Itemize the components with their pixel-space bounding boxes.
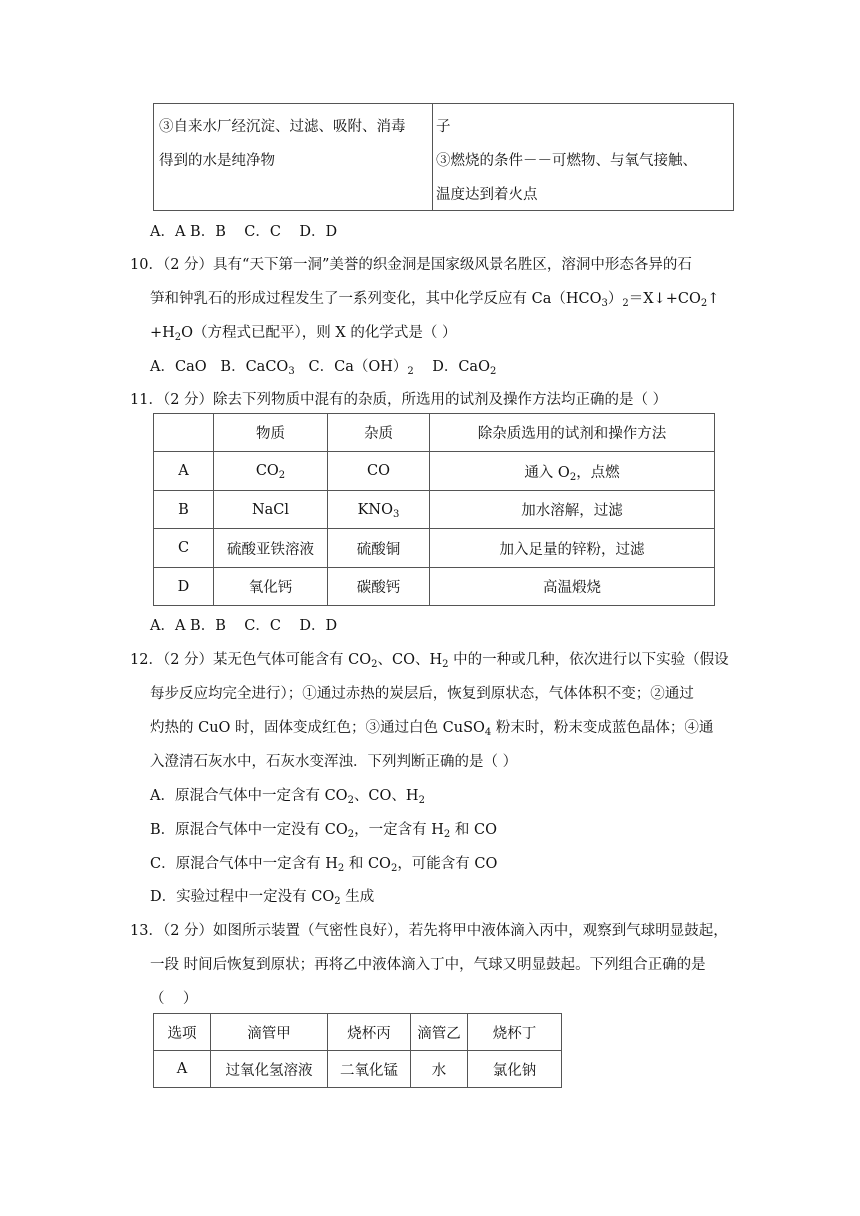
row-label: C <box>154 529 214 568</box>
q13-line-2: 一段 时间后恢复到原状；再将乙中液体滴入丁中，气球又明显鼓起。下列组合正确的是 <box>150 957 706 973</box>
row-label: A <box>154 452 214 491</box>
table-row <box>154 452 715 491</box>
row-option: A <box>154 1051 211 1088</box>
row-method: 加水溶解，过滤 <box>430 491 715 529</box>
q13-line-3: （ ） <box>150 991 198 1007</box>
q10-options: A．CaO B．CaCO$_3$ C．$Ca(OH)_2$ D．CaO$_2$ <box>150 359 497 377</box>
row-impurity: CO <box>328 452 430 491</box>
row-impurity: $KNO_3$ <box>328 491 430 529</box>
q13-header-beaker-d: 烧杯丁 <box>468 1014 562 1051</box>
top-right-line-1: 子 <box>436 119 451 135</box>
row-dropper-b: 水 <box>411 1051 468 1088</box>
top-table <box>153 103 734 211</box>
top-table-right-cell <box>433 104 734 211</box>
top-right-line-2: ③燃烧的条件－－可燃物、与氧气接触、 <box>436 153 697 169</box>
q13-header-option: 选项 <box>154 1014 211 1051</box>
top-table-left-cell <box>154 104 433 211</box>
row-substance: 氧化钙 <box>214 568 328 606</box>
q12-line-1: 12．（2 分）某无色气体可能含有 $CO_2$、CO、$H_2$ 中的一种或几种，依次进行以下实验（假设 <box>130 652 729 670</box>
q11-table <box>153 413 715 606</box>
row-substance: $CO_2$ <box>214 452 328 491</box>
q11-header-method: 除杂质选用的试剂和操作方法 <box>430 414 715 452</box>
row-beaker-c: 二氧化锰 <box>328 1051 411 1088</box>
q10-line-1: 10．（2 分）具有“天下第一洞”美誉的织金洞是国家级风景名胜区，溶洞中形态各异的石 <box>130 257 692 273</box>
q12-line-2: 每步反应均完全进行）；①通过赤热的炭层后，恢复到原状态，气体体积不变；②通过 <box>150 686 694 702</box>
q13-header-dropper-b: 滴管乙 <box>411 1014 468 1051</box>
q13-header-dropper-a: 滴管甲 <box>211 1014 328 1051</box>
q12-option-c: C．原混合气体中一定含有 $H_2$ 和 $CO_2$，可能含有 CO <box>150 856 498 874</box>
row-label: B <box>154 491 214 529</box>
row-impurity: 硫酸铜 <box>328 529 430 568</box>
q11-options: A．A B．B C．C D．D <box>150 618 338 634</box>
q11-header-row <box>154 414 715 452</box>
table-row <box>154 491 715 529</box>
row-beaker-d: 氯化钠 <box>468 1051 562 1088</box>
row-method: 加入足量的锌粉，过滤 <box>430 529 715 568</box>
row-substance: 硫酸亚铁溶液 <box>214 529 328 568</box>
q13-table <box>153 1013 562 1088</box>
row-label: D <box>154 568 214 606</box>
row-impurity: 碳酸钙 <box>328 568 430 606</box>
q12-option-a: A．原混合气体中一定含有 $CO_2$、CO、$H_2$ <box>150 788 425 806</box>
q9-options: A．A B．B C．C D．D <box>150 224 338 240</box>
q12-option-d: D．实验过程中一定没有 $CO_2$ 生成 <box>150 889 375 907</box>
row-method: 高温煅烧 <box>430 568 715 606</box>
q10-line-3: $+H_2O$（方程式已配平），则 X 的化学式是（ ） <box>150 325 457 343</box>
q11-header-impurity: 杂质 <box>328 414 430 452</box>
table-row <box>154 568 715 606</box>
q10-line-2: 笋和钟乳石的形成过程发生了一系列变化，其中化学反应有 $Ca(HCO_3)_2=X↓+CO_2↑$ <box>150 291 720 309</box>
q12-line-4: 入澄清石灰水中，石灰水变浑浊．下列判断正确的是（ ） <box>150 754 518 770</box>
row-substance: NaCl <box>214 491 328 529</box>
table-row <box>154 1051 562 1088</box>
table-row <box>154 529 715 568</box>
row-dropper-a: 过氧化氢溶液 <box>211 1051 328 1088</box>
q13-line-1: 13．（2 分）如图所示装置（气密性良好），若先将甲中液体滴入丙中，观察到气球明显鼓起， <box>130 923 728 939</box>
q12-option-b: B．原混合气体中一定没有 $CO_2$，一定含有 $H_2$ 和 CO <box>150 822 497 840</box>
q11-stem: 11．（2 分）除去下列物质中混有的杂质，所选用的试剂及操作方法均正确的是（ ） <box>130 392 668 408</box>
q11-header-substance: 物质 <box>214 414 328 452</box>
top-right-line-3: 温度达到着火点 <box>436 187 538 203</box>
q13-header-beaker-c: 烧杯丙 <box>328 1014 411 1051</box>
q12-line-3: 灼热的 CuO 时，固体变成红色；③通过白色 CuSO$_4$ 粉末时，粉末变成蓝色晶体；④通 <box>150 720 714 738</box>
top-left-line-1: ③自来水厂经沉淀、过滤、吸附、消毒 <box>159 119 406 135</box>
top-left-line-2: 得到的水是纯净物 <box>159 153 275 169</box>
row-method: 通入 $O_2$，点燃 <box>430 452 715 491</box>
q11-header-blank <box>154 414 214 452</box>
q13-header-row <box>154 1014 562 1051</box>
